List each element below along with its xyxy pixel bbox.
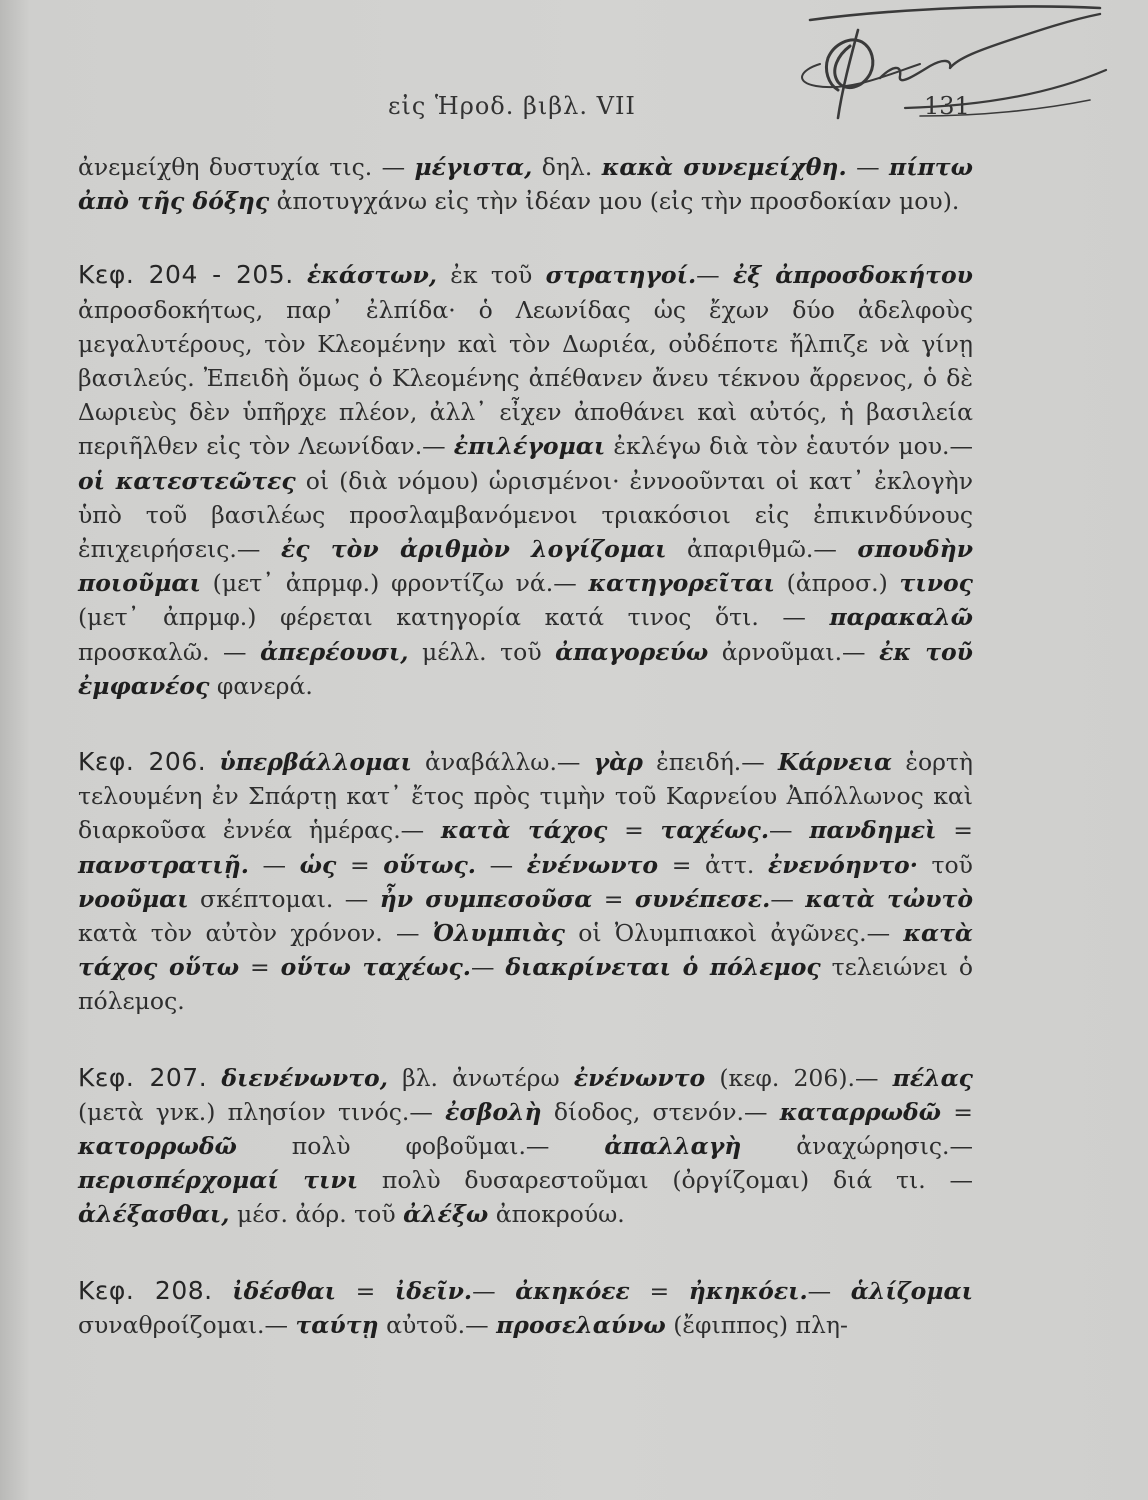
gloss-text: ἀνεμείχθη δυστυχία τις. — — [78, 153, 415, 181]
keyword: οἱ κατεστεῶτες — [78, 466, 296, 495]
gloss-text: — — [475, 850, 527, 879]
keyword: ἁλίζομαι — [850, 1276, 973, 1305]
keyword: πανδημεὶ — [809, 816, 937, 845]
keyword: ὡς — [299, 850, 337, 879]
keyword: ἀκηκόεε — [515, 1276, 630, 1305]
keyword: καταρρωδῶ — [779, 1097, 942, 1126]
keyword: ἀλέξασθαι, — [78, 1200, 230, 1229]
gloss-text: — — [807, 1276, 851, 1305]
keyword: ἐνενόηντο· — [767, 850, 918, 879]
gloss-text: (μετ᾽ ἀπρμφ.) φροντίζω νά.— — [200, 569, 589, 598]
paragraph — [78, 1274, 973, 1342]
gloss-text: πολὺ δυσαρεστοῦμαι (ὀργίζομαι) διά τι. — — [358, 1166, 973, 1195]
keyword: περισπέρχομαί τινι — [78, 1166, 359, 1195]
gloss-text: — — [770, 884, 806, 913]
gloss-text: ἀπαριθμῶ.— — [666, 535, 858, 564]
keyword: μέγιστα, — [414, 153, 533, 181]
keyword: πανστρατιῇ. — [78, 850, 249, 879]
gloss-text: — — [769, 816, 810, 845]
gloss-text: ἀναβάλλω.— — [411, 748, 594, 777]
gloss-text: τελειώνει ὁ πόλεμος. — [78, 953, 973, 1016]
gloss-text: = — [239, 953, 281, 982]
gloss-text: — — [470, 953, 506, 982]
gloss-text: = — [941, 1097, 973, 1126]
gloss-text: οἱ (διὰ νόμου) ὡρισμένοι· ἐννοοῦνται οἱ κατ᾽ ἐκλογὴν ὑπὸ τοῦ βασιλέως προσλαμβανόμενοι τριακόσιοι εἰς ἐπικινδύνους ἐπιχειρήσεις.— — [78, 466, 974, 564]
keyword: κατὰ τὠυτὸ — [805, 884, 973, 913]
keyword: ταύτῃ — [295, 1310, 379, 1339]
keyword: συνέπεσε. — [634, 884, 771, 913]
gloss-text: βλ. ἀνωτέρω — [387, 1063, 574, 1092]
keyword: ἐνένωντο — [573, 1063, 706, 1092]
keyword: οὕτω ταχέως. — [280, 953, 471, 982]
gloss-text: (ἀπροσ.) — [774, 569, 900, 598]
gloss-text: = — [592, 884, 635, 913]
gloss-text: ἀπροσδοκήτως, παρ᾽ ἐλπίδα· ὁ Λεωνίδας ὡς ἔχων δύο ἀδελφοὺς μεγαλυτέρους, τὸν Κλεομένην καὶ τὸν Δωριέα, οὐδέποτε ἤλπιζε νὰ γίνῃ βασιλεύς. Ἐπειδὴ ὅμως ὁ Κλεομένης ἀπέθανεν ἄνευ τέκνου ἄρρενος, ὁ δὲ Δωριεὺς δὲν ὑπῆρχε πλέον, ἀλλ᾽ εἶχεν ἀποθάνει καὶ αὐτός, ἡ βασιλεία περιῆλθεν εἰς τὸν Λεωνίδαν.— — [78, 295, 973, 461]
gloss-text: τοῦ — [917, 850, 973, 879]
keyword: νοοῦμαι — [78, 884, 189, 913]
gloss-text: — — [846, 153, 890, 181]
gloss-text: φανερά. — [209, 671, 313, 700]
keyword: ἰδέσθαι — [232, 1276, 336, 1305]
keyword: ἀπαγορεύω — [555, 637, 709, 666]
keyword: ἐνένωντο — [526, 850, 659, 879]
keyword: στρατηγοί. — [545, 261, 697, 290]
gloss-text: (κεφ. 206).— — [705, 1063, 893, 1092]
keyword: κακὰ συνεμείχθη. — [601, 153, 847, 181]
section-heading: Κεφ. 206. — [78, 747, 207, 777]
gloss-text: ἀρνοῦμαι.— — [708, 637, 880, 666]
paragraph — [78, 150, 973, 218]
gloss-text: = — [607, 816, 661, 845]
gloss-text: = — [336, 1276, 395, 1305]
gloss-text: αὐτοῦ.— — [378, 1310, 497, 1339]
keyword: προσελαύνω — [496, 1310, 666, 1339]
gloss-text: ἑορτὴ τελουμένη ἐν Σπάρτῃ κατ᾽ ἔτος πρὸς τιμὴν τοῦ Καρνείου Ἀπόλλωνος καὶ διαρκοῦσα ἐννέα ἡμέρας.— — [78, 748, 974, 845]
keyword: ταχέως. — [660, 816, 770, 845]
gloss-text: ἀποτυγχάνω εἰς τὴν ἰδέαν μου (εἰς τὴν προσδοκίαν μου). — [269, 187, 960, 216]
keyword: κατηγορεῖται — [588, 569, 775, 598]
gloss-text: = ἀττ. — [658, 850, 768, 879]
gloss-text: μέλλ. τοῦ — [408, 637, 556, 666]
keyword: ἀπαλλαγὴ — [604, 1132, 742, 1161]
gloss-text: συναθροίζομαι.— — [78, 1310, 296, 1339]
keyword: διενένωντο, — [221, 1063, 388, 1092]
keyword: ἦν συμπεσοῦσα — [379, 884, 593, 913]
paragraph — [78, 1061, 973, 1232]
keyword: ἐξ ἀπροσδοκήτου — [732, 261, 973, 290]
gloss-text: ἐκ τοῦ — [436, 261, 546, 290]
keyword: ἀπερέουσι, — [260, 637, 409, 666]
keyword: ἰδεῖν. — [394, 1276, 473, 1305]
keyword: οὕτως. — [383, 850, 476, 879]
gloss-text: κατὰ τὸν αὐτὸν χρόνον. — — [78, 919, 433, 948]
keyword: τινος — [899, 569, 973, 598]
running-head: εἰς Ἡροδ. βιβλ. VII — [388, 92, 636, 120]
gloss-text: ἐκλέγω διὰ τὸν ἑαυτόν μου.— — [605, 432, 973, 461]
handwritten-signature — [780, 0, 1120, 140]
gloss-text: δηλ. — [532, 153, 602, 181]
gloss-text: = — [336, 850, 384, 879]
section-heading: Κεφ. 204 - 205. — [78, 260, 294, 290]
gloss-text: προσκαλῶ. — — [78, 637, 261, 666]
keyword: ἀλέξω — [403, 1200, 489, 1229]
paragraph — [78, 258, 973, 703]
keyword: ἑκάστων, — [306, 261, 437, 290]
gloss-text: = — [629, 1276, 689, 1305]
body-text — [78, 150, 973, 1384]
gloss-text: οἱ Ὀλυμπιακοὶ ἀγῶνες.— — [564, 919, 904, 948]
section-heading: Κεφ. 208. — [78, 1275, 213, 1305]
gloss-text: ἀποκρούω. — [488, 1200, 625, 1229]
gloss-text: — — [248, 850, 300, 879]
keyword: ἐς τὸν ἀριθμὸν λογίζομαι — [280, 535, 667, 564]
gloss-text: ἐπειδή.— — [642, 748, 778, 777]
gloss-text: ἀναχώρησις.— — [741, 1132, 973, 1161]
paragraph — [78, 745, 973, 1019]
keyword: κατὰ τάχος — [440, 816, 608, 845]
keyword: κατορρωδῶ — [78, 1132, 237, 1161]
gloss-text: (μετ᾽ ἀπρμφ.) φέρεται κατηγορία κατά τινος ὅτι. — — [78, 603, 830, 632]
gloss-text: πολὺ φοβοῦμαι.— — [236, 1132, 605, 1161]
keyword: ὑπερβάλλομαι — [219, 748, 412, 777]
keyword: ἐσβολὴ — [445, 1097, 542, 1126]
keyword: σπουδὴν ποιοῦμαι — [78, 535, 973, 598]
page-number: 131 — [924, 92, 970, 120]
keyword: Ὀλυμπιὰς — [432, 919, 565, 948]
gloss-text: = — [936, 816, 973, 845]
gloss-text: (μετὰ γνκ.) πλησίον τινός.— — [78, 1097, 446, 1126]
gloss-text: — — [472, 1276, 516, 1305]
gloss-text: (ἔφιππος) πλη- — [665, 1310, 848, 1339]
keyword: Κάρνεια — [777, 748, 893, 777]
keyword: γὰρ — [593, 748, 643, 777]
gloss-text: — — [696, 261, 733, 290]
keyword: πίπτω ἀπὸ τῆς δόξης — [78, 153, 973, 216]
gloss-text: μέσ. ἀόρ. τοῦ — [229, 1200, 404, 1229]
gloss-text: δίοδος, στενόν.— — [541, 1097, 780, 1126]
keyword: πέλας — [892, 1063, 973, 1092]
keyword: κατὰ τάχος οὕτω — [78, 919, 973, 982]
keyword: παρακαλῶ — [829, 603, 973, 632]
gloss-text: σκέπτομαι. — — [188, 884, 380, 913]
section-heading: Κεφ. 207. — [78, 1062, 208, 1092]
keyword: ἐκ τοῦ ἐμφανέος — [78, 637, 973, 700]
keyword: διακρίνεται ὁ πόλεμος — [505, 953, 821, 982]
keyword: ἐπιλέγομαι — [453, 432, 606, 461]
keyword: ἠκηκόει. — [688, 1276, 808, 1305]
